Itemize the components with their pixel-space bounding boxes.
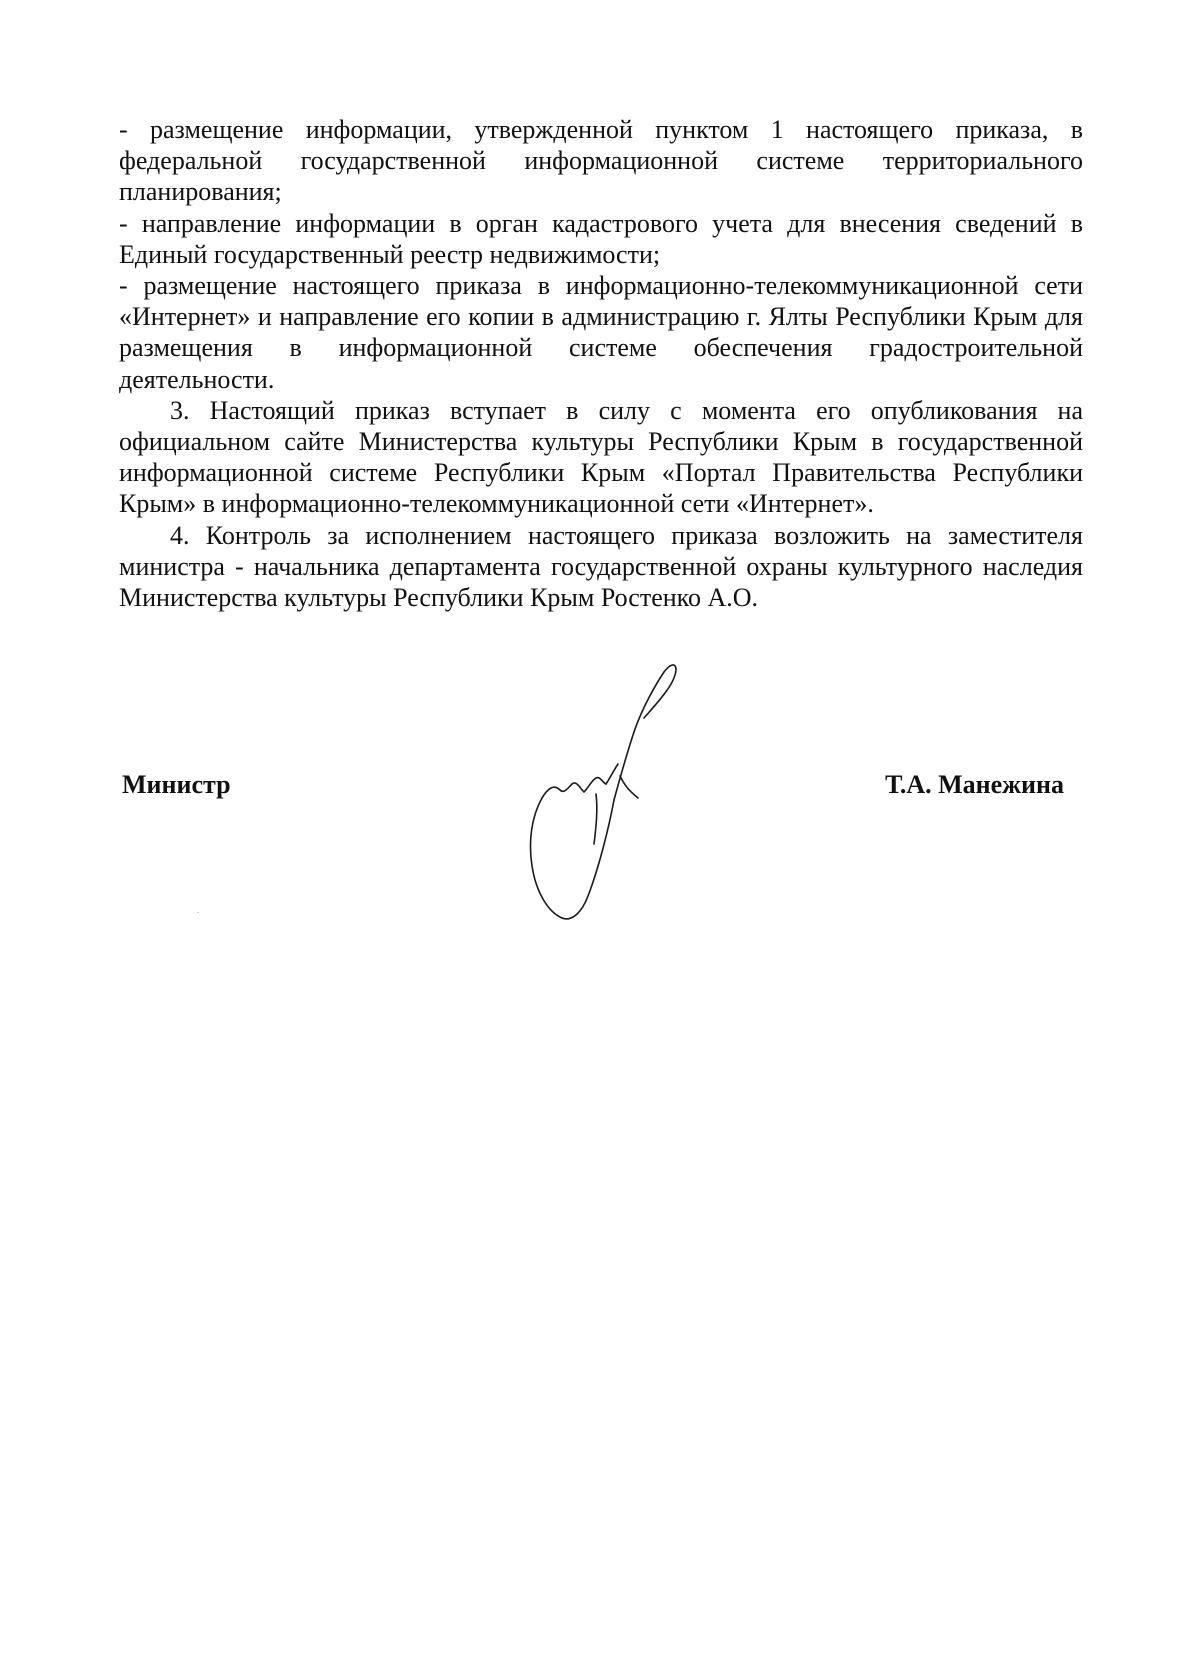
signatory-role: Министр	[122, 770, 231, 799]
paragraph-bullet-internet: - размещение настоящего приказа в информационно-телекоммуникационной сети «Интернет» и направление его копии в администрацию г. Ялты Республики Крым для размещения в информационной системе обеспечения градостроительной деятельности.	[119, 271, 1083, 394]
scan-artifact	[197, 912, 199, 913]
paragraph-item-3: 3. Настоящий приказ вступает в силу с момента его опубликования на официальном сайте Министерства культуры Республики Крым в государственной информационной системе Республики Крым «Портал Правительства Республики Крым» в информационно-телекоммуникационной сети «Интернет».	[119, 395, 1083, 519]
handwritten-signature	[510, 660, 710, 930]
paragraph-bullet-egrn: - направление информации в орган кадастрового учета для внесения сведений в Единый государственный реестр недвижимости;	[119, 208, 1083, 269]
signatory-name: Т.А. Манежина	[885, 770, 1064, 799]
paragraph-bullet-fgis: - размещение информации, утвержденной пунктом 1 настоящего приказа, в федеральной государственной информационной системе территориального планирования;	[119, 115, 1083, 207]
paragraph-item-4: 4. Контроль за исполнением настоящего приказа возложить на заместителя министра - начальника департамента государственной охраны культурного наследия Министерства культуры Республики Крым Ростенко А.О.	[119, 520, 1083, 613]
